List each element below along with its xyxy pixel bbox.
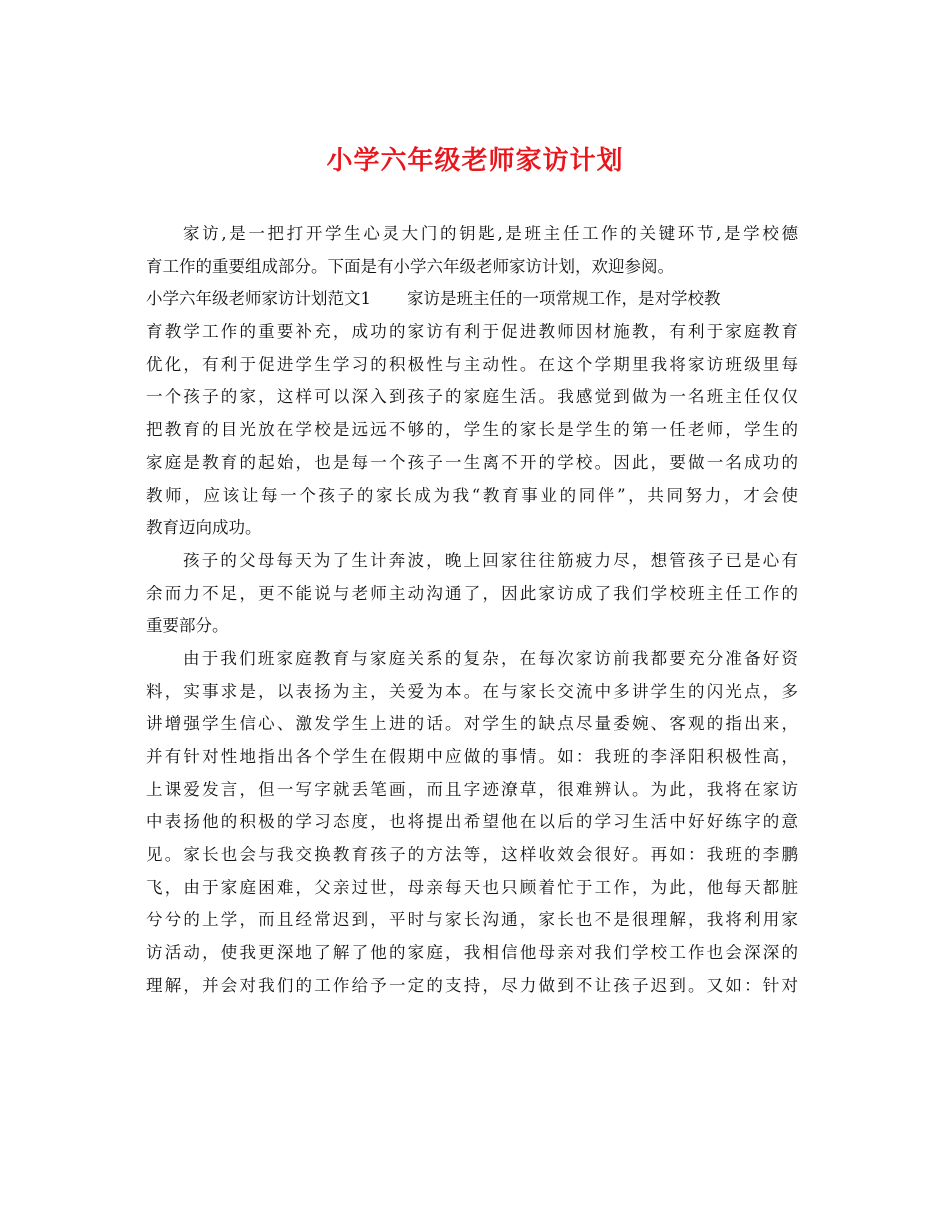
text-line: 优化，有利于促进学生学习的积极性与主动性。在这个学期里我将家访班级里每	[146, 354, 798, 374]
text-line: 家访,是一把打开学生心灵大门的钥匙,是班主任工作的关键环节,是学校德	[183, 224, 798, 243]
text-line: 兮兮的上学，而且经常迟到，平时与家长沟通，家长也不是很理解，我将利用家	[146, 910, 798, 930]
text-line: 并有针对性地指出各个学生在假期中应做的事情。如：我班的李泽阳积极性高，	[146, 747, 798, 766]
text-line: 料，实事求是，以表扬为主，关爱为本。在与家长交流中多讲学生的闪光点，多	[146, 681, 798, 701]
text-line	[146, 283, 798, 316]
text-line: 育工作的重要组成部分。下面是有小学六年级老师家访计划，欢迎参阅。	[146, 256, 674, 276]
text-line: 育教学工作的重要补充，成功的家访有利于促进教师因材施教，有利于家庭教育	[146, 322, 798, 342]
text-line: 教育迈向成功。	[146, 518, 262, 538]
text-line: 由于我们班家庭教育与家庭关系的复杂，在每次家访前我都要充分准备好资	[183, 648, 798, 668]
text-line: 飞，由于家庭困难，父亲过世，母亲每天也只顾着忙于工作，为此，他每天都脏	[146, 877, 798, 897]
text-line: 上课爱发言，但一写字就丢笔画，而且字迹潦草，很难辨认。为此，我将在家访	[146, 779, 798, 799]
document-title: 小学六年级老师家访计划	[326, 146, 624, 176]
text-line: 一个孩子的家，这样可以深入到孩子的家庭生活。我感觉到做为一名班主任仅仅	[146, 387, 798, 407]
text-line: 讲增强学生信心、激发学生上进的话。对学生的缺点尽量委婉、客观的指出来，	[146, 714, 798, 734]
document-body	[146, 218, 798, 1003]
sample-heading: 小学六年级老师家访计划范文1	[146, 289, 371, 309]
text-line: 把教育的目光放在学校是远远不够的，学生的家长是学生的第一任老师，学生的	[146, 420, 798, 440]
text-line: 家庭是教育的起始，也是每一个孩子一生离不开的学校。因此，要做一名成功的	[146, 452, 798, 472]
sample-intro: 家访是班主任的一项常规工作，是对学校教	[407, 289, 721, 309]
text-line: 余而力不足，更不能说与老师主动沟通了，因此家访成了我们学校班主任工作的	[146, 583, 798, 603]
text-line: 教师，应该让每一个孩子的家长成为我“教育事业的同伴”，共同努力，才会使	[146, 485, 798, 505]
text-line: 理解，并会对我们的工作给予一定的支持，尽力做到不让孩子迟到。又如：针对	[146, 975, 798, 995]
text-line: 见。家长也会与我交换教育孩子的方法等，这样收效会很好。再如：我班的李鹏	[146, 845, 798, 865]
text-line: 重要部分。	[146, 616, 229, 636]
text-line: 访活动，使我更深地了解了他的家庭，我相信他母亲对我们学校工作也会深深的	[146, 943, 798, 963]
text-line: 中表扬他的积极的学习态度，也将提出希望他在以后的学习生活中好好练字的意	[146, 812, 798, 832]
text-line: 孩子的父母每天为了生计奔波，晚上回家往往筋疲力尽，想管孩子已是心有	[183, 550, 798, 570]
